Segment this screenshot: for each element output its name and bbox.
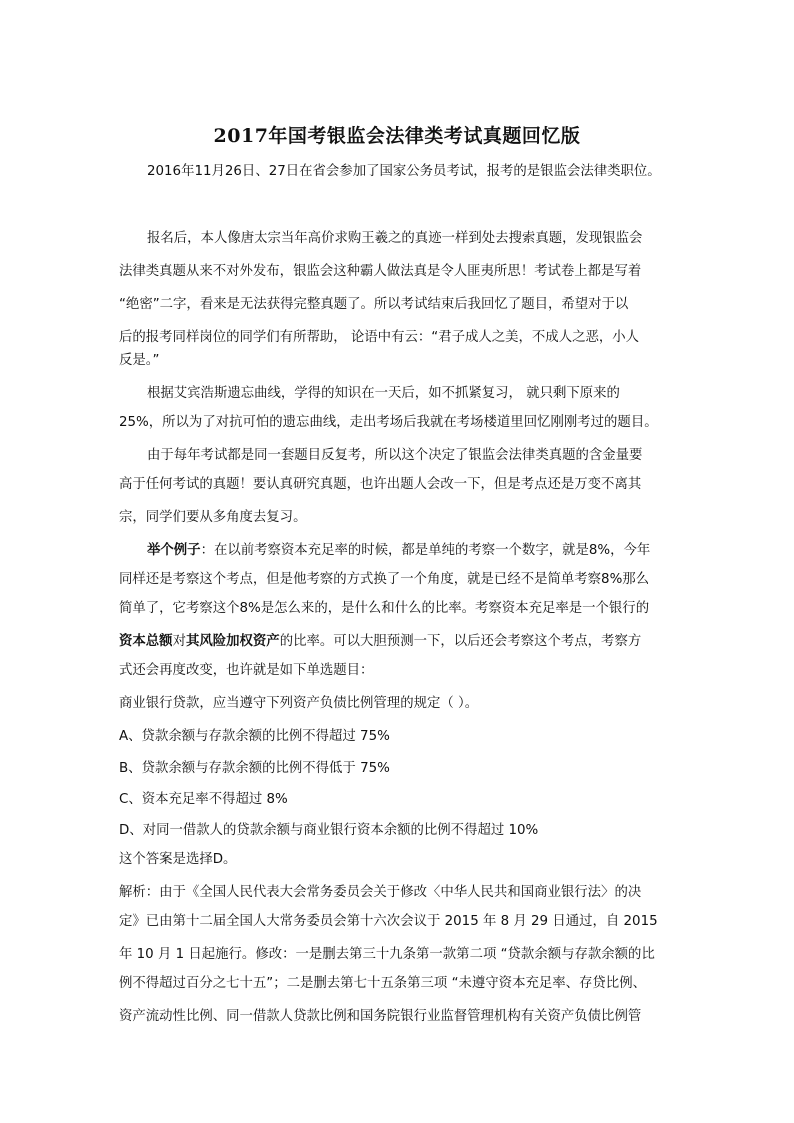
document-title: 2017年国考银监会法律类考试真题回忆版 (213, 125, 581, 147)
option-d: D、对同一借款人的贷款余额与商业银行资本余额的比例不得超过 10% (119, 823, 539, 838)
example-line-4-rest: 的比率。可以大胆预测一下，以后还会考察这个考点，考察方 (279, 634, 642, 649)
analysis-line-4: 例不得超过百分之七十五”；二是删去第七十五条第三项 “未遵守资本充足率、存贷比例、 (119, 976, 646, 991)
example-line-4 (119, 632, 641, 652)
paragraph-line: 由于每年考试都是同一套题目反复考，所以这个决定了银监会法律类真题的含金量要 (147, 448, 643, 463)
example-line-1 (147, 541, 650, 561)
capital-total-term: 资本总额 (119, 634, 173, 649)
analysis-line-5: 资产流动性比例、同一借款人贷款比例和国务院银行业监督管理机构有关资产负债比例管 (119, 1009, 642, 1024)
paragraph-line: 25%，所以为了对抗可怕的遗忘曲线，走出考场后我就在考场楼道里回忆刚刚考过的题目。 (119, 415, 658, 430)
example-line-2: 同样还是考察这个考点，但是他考察的方式换了一个角度，就是已经不是简单考察8%那么 (119, 572, 650, 587)
paragraph-line: 根据艾宾浩斯遗忘曲线，学得的知识在一天后，如不抓紧复习， 就只剩下原来的 (147, 386, 620, 401)
example-line-4-mid: 对 (172, 634, 186, 649)
paragraph-line: 反是。” (119, 353, 160, 368)
paragraph-line: 法律类真题从来不对外发布，银监会这种霸人做法真是令人匪夷所思！考试卷上都是写着 (119, 264, 642, 279)
paragraph-line: 2016年11月26日、27日在省会参加了国家公务员考试，报考的是银监会法律类职位。 (147, 164, 661, 179)
paragraph-line: 高于任何考试的真题！要认真研究真题，也许出题人会改一下，但是考点还是万变不离其 (119, 477, 642, 492)
analysis-line-3: 年 10 月 1 日起施行。修改：一是删去第三十九条第一款第二项 “贷款余额与存款余额的比 (119, 947, 655, 962)
paragraph-line: “绝密”二字，看来是无法获得完整真题了。所以考试结束后我回忆了题目，希望对于以 (119, 297, 629, 312)
option-a: A、贷款余额与存款余额的比例不得超过 75% (119, 729, 390, 744)
risk-weighted-assets-term: 其风险加权资产 (185, 634, 280, 649)
analysis-line-2: 定》已由第十二届全国人大常务委员会第十六次会议于 2015 年 8 月 29 日通过，自 2015 (119, 914, 658, 929)
option-c: C、资本充足率不得超过 8% (119, 792, 288, 807)
question-stem: 商业银行贷款，应当遵守下列资产负债比例管理的规定（ ）。 (119, 696, 479, 711)
analysis-line-1: 解析：由于《全国人民代表大会常务委员会关于修改〈中华人民共和国商业银行法〉的决 (119, 885, 642, 900)
example-line-5: 式还会再度改变，也许就是如下单选题目： (119, 663, 374, 678)
paragraph-line: 宗，同学们要从多角度去复习。 (119, 510, 307, 525)
paragraph-line: 报名后，本人像唐太宗当年高价求购王羲之的真迹一样到处去搜索真题，发现银监会 (147, 231, 643, 246)
example-lead: 举个例子 (147, 543, 201, 558)
example-line-1-rest: ：在以前考察资本充足率的时候，都是单纯的考察一个数字，就是8%，今年 (200, 543, 651, 558)
option-b: B、贷款余额与存款余额的比例不得低于 75% (119, 761, 390, 776)
example-line-3: 简单了，它考察这个8%是怎么来的，是什么和什么的比率。考察资本充足率是一个银行的 (119, 601, 650, 616)
answer-line: 这个答案是选择D。 (119, 852, 237, 867)
paragraph-line: 后的报考同样岗位的同学们有所帮助， 论语中有云：“君子成人之美，不成人之恶，小人 (119, 330, 640, 345)
